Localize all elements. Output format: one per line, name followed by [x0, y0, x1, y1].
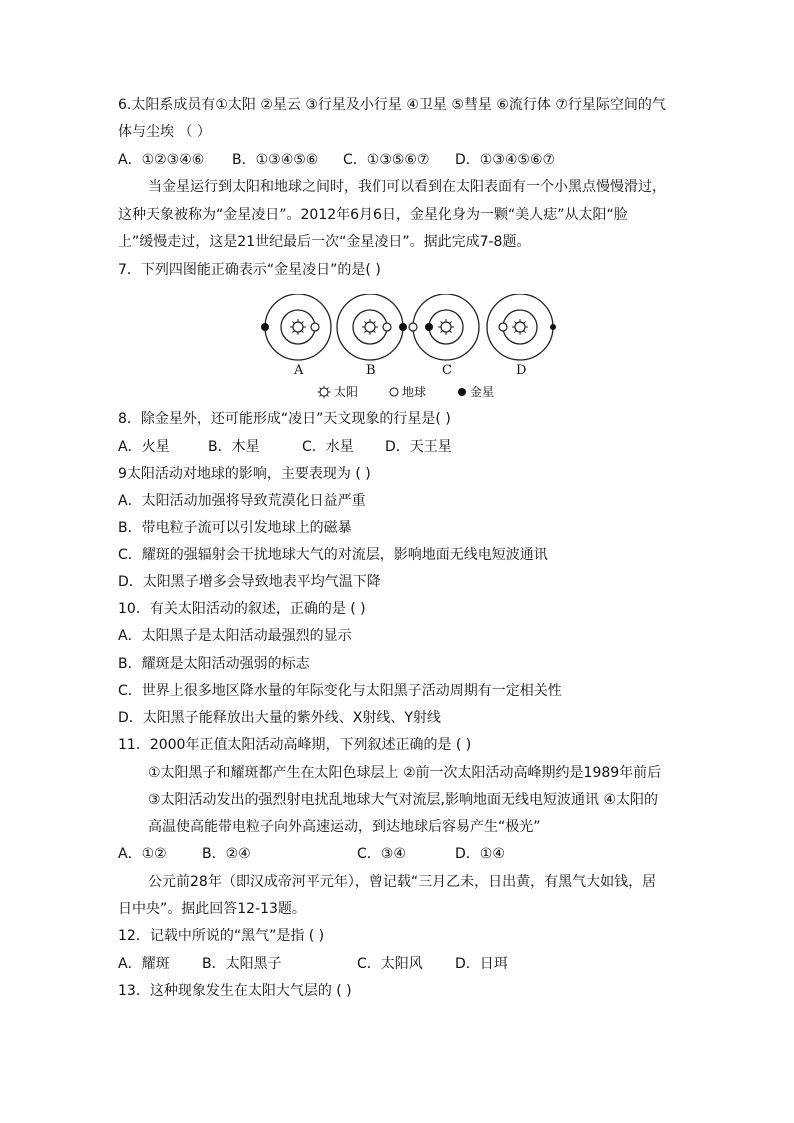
legend-venus-label: 金星 — [470, 385, 495, 399]
q8-option-c: C．水星 — [302, 439, 354, 455]
passage2-line2: 日中央”。据此回答12-13题。 — [118, 901, 306, 917]
q8-option-a: A．火星 — [118, 439, 170, 455]
sun-icon — [438, 319, 454, 335]
q9-option-d: D．太阳黑子增多会导致地表平均气温下降 — [118, 574, 381, 590]
venus-dot — [425, 323, 433, 331]
q11-statement-line2: ③太阳活动发出的强烈射电扰乱地球大气对流层,影响地面无线电短波通讯 ④太阳的 — [148, 792, 658, 808]
q12-option-c: C．太阳风 — [357, 956, 423, 972]
q11-option-d: D．①④ — [455, 846, 505, 862]
sun-icon — [512, 319, 528, 335]
q9-text: 9太阳活动对地球的影响，主要表现为 ( ) — [118, 466, 371, 482]
q11-option-c: C．③④ — [357, 846, 406, 862]
q9-option-b: B．带电粒子流可以引发地球上的磁暴 — [118, 520, 352, 536]
earth-dot — [383, 323, 391, 331]
passage1-line2: 这种天象被称为“金星凌日”。2012年6月6日，金星化身为一颗“美人痣”从太阳“脸 — [118, 207, 628, 223]
q11-option-b: B．②④ — [202, 846, 251, 862]
passage1-line3: 上”缓慢走过，这是21世纪最后一次“金星凌日”。据此完成7-8题。 — [118, 234, 531, 250]
figure-legend — [318, 384, 495, 399]
q8-option-b: B．木星 — [208, 439, 260, 455]
q12-option-b: B．太阳黑子 — [202, 956, 282, 972]
q9-option-c: C．耀斑的强辐射会干扰地球大气的对流层，影响地面无线电短波通讯 — [118, 547, 548, 563]
q11-statement-line3: 高温使高能带电粒子向外高速运动，到达地球后容易产生“极光” — [148, 819, 541, 835]
q12-text: 12．记载中所说的“黑气”是指 ( ) — [118, 928, 325, 944]
sun-icon — [290, 319, 306, 335]
diagram-c — [409, 294, 479, 360]
q6-option-b: B．①③④⑤⑥ — [232, 152, 319, 168]
figure-label-c: C — [442, 363, 452, 378]
earth-dot — [409, 323, 417, 331]
q6-option-a: A．①②③④⑥ — [118, 152, 205, 168]
venus-transit-figure — [256, 294, 556, 404]
diagram-a — [261, 294, 331, 360]
q6-text-line1: 6.太阳系成员有①太阳 ②星云 ③行星及小行星 ④卫星 ⑤彗星 ⑥流行体 ⑦行星际空间的气 — [118, 97, 666, 113]
q6-text-line2: 体与尘埃 （ ） — [118, 124, 211, 140]
legend-earth-label: 地球 — [402, 385, 427, 399]
earth-dot — [499, 323, 507, 331]
figure-label-a: A — [294, 363, 304, 378]
q11-text: 11．2000年正值太阳活动高峰期，下列叙述正确的是 ( ) — [118, 737, 472, 753]
q10-text: 10．有关太阳活动的叙述，正确的是 ( ) — [118, 601, 366, 617]
q10-option-c: C．世界上很多地区降水量的年际变化与太阳黑子活动周期有一定相关性 — [118, 683, 562, 699]
passage1-line1: 当金星运行到太阳和地球之间时，我们可以看到在太阳表面有一个小黑点慢慢滑过， — [148, 179, 666, 195]
q6-option-d: D．①③④⑤⑥⑦ — [455, 152, 556, 168]
venus-dot — [399, 323, 407, 331]
q10-option-a: A．太阳黑子是太阳活动最强烈的显示 — [118, 628, 352, 644]
diagram-b — [337, 294, 407, 360]
q10-option-d: D．太阳黑子能释放出大量的紫外线、X射线、Y射线 — [118, 710, 441, 726]
q12-option-d: D．日珥 — [455, 956, 508, 972]
q8-text: 8．除金星外，还可能形成“凌日”天文现象的行星是( ) — [118, 411, 451, 427]
venus-dot — [261, 323, 269, 331]
q10-option-b: B．耀斑是太阳活动强弱的标志 — [118, 656, 310, 672]
q7-text: 7．下列四图能正确表示“金星凌日”的是( ) — [118, 262, 381, 278]
sun-icon — [362, 319, 378, 335]
legend-earth-dot — [390, 388, 398, 396]
q11-option-a: A．①② — [118, 846, 167, 862]
legend-venus-dot — [458, 388, 466, 396]
sun-icon — [318, 386, 331, 399]
legend-sun-label: 太阳 — [334, 385, 359, 399]
figure-label-d: D — [516, 363, 527, 378]
q11-statement-line1: ①太阳黑子和耀斑都产生在太阳色球层上 ②前一次太阳活动高峰期约是1989年前后 — [148, 765, 662, 781]
q13-text: 13．这种现象发生在太阳大气层的 ( ) — [118, 983, 352, 999]
q9-option-a: A．太阳活动加强将导致荒漠化日益严重 — [118, 493, 366, 509]
diagram-d — [487, 294, 556, 360]
figure-label-b: B — [366, 363, 376, 378]
earth-dot — [311, 323, 319, 331]
q12-option-a: A．耀斑 — [118, 956, 170, 972]
passage2-line1: 公元前28年（即汉成帝河平元年），曾记载“三月乙未，日出黄，有黑气大如钱，居 — [148, 874, 657, 890]
q6-option-c: C．①③⑤⑥⑦ — [343, 152, 430, 168]
q8-option-d: D．天王星 — [385, 439, 452, 455]
venus-dot — [550, 324, 556, 330]
